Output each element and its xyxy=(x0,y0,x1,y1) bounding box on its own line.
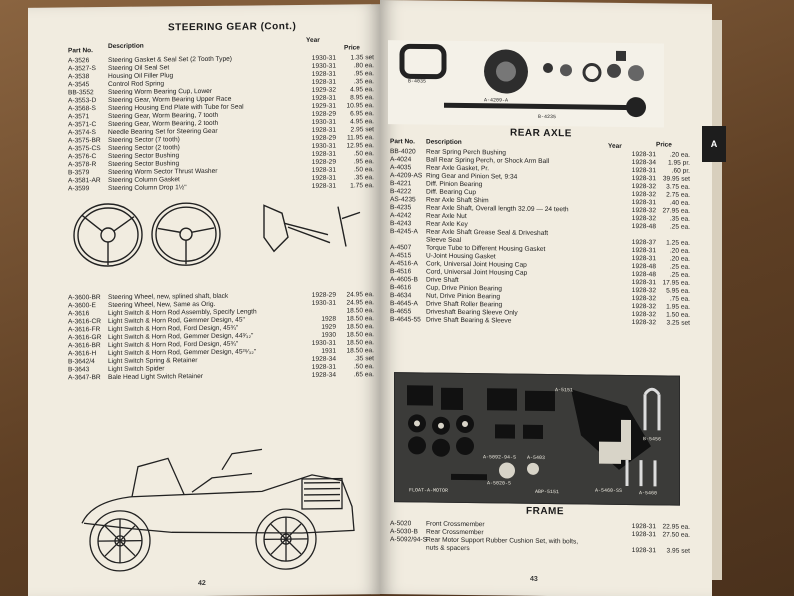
cell-year: 1928-31 xyxy=(631,167,656,175)
cell-desc: Drive Shaft xyxy=(426,276,459,284)
cell-desc: Light Switch Spring & Retainer xyxy=(108,357,198,366)
cell-desc: Diff. Pinion Bearing xyxy=(426,180,483,189)
caption-a5151: A-5151 xyxy=(555,387,574,394)
cell-year: 1928-31 xyxy=(631,523,656,531)
cell-part: A-3616-BR xyxy=(68,342,101,350)
cell-part: A-4516-A xyxy=(390,260,418,268)
cell-year: 1928-32 xyxy=(631,295,656,303)
cell-desc: Rear Axle Shaft Shim xyxy=(426,196,489,205)
header-price: Price xyxy=(344,44,360,52)
cell-desc: Steering Worm Bearing Cup, Lower xyxy=(108,87,212,97)
cell-price: .35 ea. xyxy=(353,78,374,86)
cell-part: A-3553-D xyxy=(68,97,97,105)
cell-price: .80 ea. xyxy=(353,62,374,70)
cell-year: 1928-32 xyxy=(631,311,656,319)
cell-year: 1928-31 xyxy=(311,166,336,174)
cell-year: 1928-31 xyxy=(311,182,336,190)
cell-desc: Light Switch & Horn Rod, Gemmer Design, 44³⁄₃₂" xyxy=(108,332,254,342)
cell-price: 12.95 ea. xyxy=(346,142,374,150)
cell-part: A-5092/94-S xyxy=(390,536,428,544)
cell-price: .20 ea. xyxy=(669,247,690,255)
cell-price: 11.95 ea. xyxy=(346,134,374,142)
cell-price: .40 ea. xyxy=(669,199,690,207)
cell-desc: Steering Sector (2 tooth) xyxy=(108,144,180,153)
cell-part: A-4515 xyxy=(390,252,412,260)
caption-a4209: A-4209-A xyxy=(484,97,509,104)
cell-year: 1928-31 xyxy=(631,151,656,159)
cell-year: 1930-31 xyxy=(311,54,336,62)
cell-part: A-3571-C xyxy=(68,121,97,129)
caption-b5456: B-5456 xyxy=(643,436,662,443)
cell-desc: Cord, Universal Joint Housing Cap xyxy=(426,268,528,277)
cell-price: 24.95 ea. xyxy=(346,291,374,299)
cell-year: 1928-29 xyxy=(311,158,336,166)
cell-year: 1928-32 xyxy=(631,319,656,327)
parts-table-steering xyxy=(68,54,374,193)
cell-year: 1928-34 xyxy=(311,355,336,363)
cell-part: B-4655 xyxy=(390,308,412,316)
header-price-r: Price xyxy=(656,141,672,149)
cell-year: 1928-32 xyxy=(631,303,656,311)
cell-part: A-3576-C xyxy=(68,153,97,161)
cell-part: B-4221 xyxy=(390,180,412,188)
cell-desc: Drive Shaft Bearing & Sleeve xyxy=(426,316,512,325)
cell-part: B-3642/4 xyxy=(68,358,95,366)
cell-part: A-4507 xyxy=(390,244,412,252)
page-edge xyxy=(712,20,722,580)
header-year-r: Year xyxy=(608,142,622,150)
cell-price: 4.95 ea. xyxy=(350,86,374,94)
cell-part: AS-4235 xyxy=(390,196,416,204)
cell-desc: Steering Sector Bushing xyxy=(108,152,180,161)
section-tab[interactable]: A xyxy=(702,126,726,162)
frame-parts-photo xyxy=(394,372,680,505)
cell-price: 18.50 ea. xyxy=(346,315,374,323)
cell-part: A-3616-FR xyxy=(68,326,101,334)
cell-year: 1928-31 xyxy=(631,547,656,555)
cell-part: A-5020 xyxy=(390,520,412,528)
cell-year: 1928-31 xyxy=(631,279,656,287)
header-year: Year xyxy=(306,36,320,44)
cell-part: A-3600-BR xyxy=(68,294,101,302)
cell-desc: Steering Column Gasket xyxy=(108,176,180,185)
cell-price: 18.50 ea. xyxy=(346,331,374,339)
cell-price: 1.35 set xyxy=(350,54,374,62)
cell-desc: Driveshaft Bearing Sleeve Only xyxy=(426,308,518,317)
cell-desc: Rear Axle Shaft, Overall length 32.09 — 24 teeth xyxy=(426,204,569,214)
cell-year: 1928-32 xyxy=(631,215,656,223)
cell-price: 2.95 set xyxy=(350,126,374,134)
cell-desc: Housing Oil Filler Plug xyxy=(108,72,174,81)
cell-year: 1928-31 xyxy=(631,255,656,263)
cell-part: A-3616-H xyxy=(68,350,97,358)
cell-desc: Drive Shaft Roller Bearing xyxy=(426,300,503,309)
cell-price: 3.95 set xyxy=(666,547,690,555)
page-number-left: 42 xyxy=(198,579,206,588)
cell-desc: Rear Axle Gasket, Pr. xyxy=(426,164,490,173)
cell-price: .95 ea. xyxy=(353,70,374,78)
cell-year: 1930-31 xyxy=(311,339,336,347)
cell-year: 1928-29 xyxy=(311,110,336,118)
cell-year: 1928-31 xyxy=(311,94,336,102)
cell-year: 1928-31 xyxy=(631,247,656,255)
cell-part: B-3643 xyxy=(68,366,90,374)
cell-part: A-3571 xyxy=(68,113,90,121)
cell-desc: Light Switch & Horn Rod, Gemmer Design, 45" xyxy=(108,316,245,326)
cell-year: 1928-31 xyxy=(311,78,336,86)
cell-desc: Steering Gasket & Seal Set (2 Tooth Type) xyxy=(108,55,233,65)
caption-a5403: A-5403 xyxy=(527,454,546,461)
section-title-frame: FRAME xyxy=(526,505,565,518)
cell-part: B-4634 xyxy=(390,292,412,300)
cell-desc: Ball Rear Spring Perch, or Shock Arm Ball xyxy=(426,156,550,166)
caption-b4035: B-4035 xyxy=(408,78,427,85)
cell-price: 2.75 ea. xyxy=(666,191,690,199)
cell-price: .75 ea. xyxy=(669,295,690,303)
cell-part: B-4222 xyxy=(390,188,412,196)
cell-year: 1928-31 xyxy=(311,150,336,158)
catalog-page-left xyxy=(28,4,380,596)
cell-price: 10.95 ea. xyxy=(346,102,374,110)
cell-part: A-3647-BR xyxy=(68,374,101,382)
caption-b4235: B-4235 xyxy=(538,113,557,121)
cell-desc: Rear Axle Shaft Grease Seal & Driveshaft xyxy=(426,228,549,238)
cell-price: 1.75 ea. xyxy=(350,182,374,190)
cell-price: .20 ea. xyxy=(669,151,690,159)
cell-part: A-3578-R xyxy=(68,161,97,169)
cell-price: .50 ea. xyxy=(353,363,374,371)
cell-part: A-4242 xyxy=(390,212,412,220)
parts-table-frame xyxy=(390,520,690,556)
cell-price: .20 ea. xyxy=(669,255,690,263)
cell-year: 1931 xyxy=(321,347,336,355)
cell-part: A-4209-AS xyxy=(390,172,423,180)
header-part-r: Part No. xyxy=(390,138,415,146)
catalog-page-right xyxy=(380,0,712,596)
caption-float-a-motor: FLOAT-A-MOTOR xyxy=(409,487,449,494)
cell-year: 1928-48 xyxy=(631,271,656,279)
cell-year: 1928-29 xyxy=(311,134,336,142)
cell-desc: Light Switch Spider xyxy=(108,365,165,374)
cell-year: 1928-37 xyxy=(631,239,656,247)
cell-part: BB-4020 xyxy=(390,148,416,156)
cell-price: 18.50 ea. xyxy=(346,323,374,331)
cell-desc: Front Crossmember xyxy=(426,520,485,529)
cell-price: .60 pr. xyxy=(671,167,690,175)
cell-part: A-3575-BR xyxy=(68,137,101,145)
cell-year: 1928-32 xyxy=(631,191,656,199)
cell-desc: Torque Tube to Different Housing Gasket xyxy=(426,244,546,253)
cell-desc: Cork, Universal Joint Housing Cap xyxy=(426,260,527,269)
cell-desc: Ring Gear and Pinion Set, 9:34 xyxy=(426,172,518,181)
cell-year: 1929 xyxy=(321,323,336,331)
cell-part: A-3616 xyxy=(68,310,90,318)
cell-price: 17.95 ea. xyxy=(662,279,690,287)
cell-desc: Light Switch & Horn Rod Assembly, Specify Length xyxy=(108,308,257,318)
cell-desc: Steering Sector Bushing xyxy=(108,160,180,169)
section-title-steering: STEERING GEAR (Cont.) xyxy=(168,21,297,34)
cell-part: A-4024 xyxy=(390,156,412,164)
cell-year: 1928-34 xyxy=(631,159,656,167)
cell-price: 5.95 ea. xyxy=(666,287,690,295)
cell-year: 1929-32 xyxy=(311,86,336,94)
cell-desc: Rear Axle Key xyxy=(426,220,468,229)
cell-year: 1930-31 xyxy=(311,118,336,126)
cell-price: 22.95 ea. xyxy=(662,523,690,531)
cell-part: A-3581-AR xyxy=(68,177,101,185)
cell-desc: Steering Worm Sector Thrust Washer xyxy=(108,167,218,177)
cell-desc: Steering Housing End Plate with Tube for Seal xyxy=(108,103,244,113)
page-number-right: 43 xyxy=(530,575,538,583)
cell-year: 1930-31 xyxy=(311,62,336,70)
cell-year: 1928-31 xyxy=(311,70,336,78)
cell-price: 8.95 ea. xyxy=(350,94,374,102)
cell-price: .50 ea. xyxy=(353,150,374,158)
cell-price: 39.95 set xyxy=(662,175,690,183)
roadster-car-illustration xyxy=(72,434,368,577)
cell-price: .25 ea. xyxy=(669,223,690,231)
rear-axle-parts-photo xyxy=(388,40,664,127)
cell-desc: Control Rod Spring xyxy=(108,80,165,89)
cell-price: 1.25 ea. xyxy=(666,239,690,247)
cell-part: A-3599 xyxy=(68,185,90,193)
cell-desc: Light Switch & Horn Rod, Gemmer Design, 45²⁵⁄₃₂" xyxy=(108,348,257,358)
header-part: Part No. xyxy=(68,47,93,55)
cell-year: 1928-31 xyxy=(311,126,336,134)
cell-price: 1.50 ea. xyxy=(666,311,690,319)
header-desc-r: Description xyxy=(426,138,462,146)
header-desc: Description xyxy=(108,42,144,51)
cell-part: B-4245-A xyxy=(390,228,418,236)
cell-part: BB-3552 xyxy=(68,89,94,97)
parts-table-wheel-switch xyxy=(68,291,374,382)
cell-desc: Needle Bearing Set for Steering Gear xyxy=(108,127,218,137)
cell-desc: Rear Axle Nut xyxy=(426,212,467,221)
cell-year: 1930-31 xyxy=(311,299,336,307)
cell-price: 3.25 set xyxy=(666,319,690,327)
cell-year: 1930 xyxy=(321,331,336,339)
cell-price: 27.95 ea. xyxy=(662,207,690,215)
cell-price: 3.75 ea. xyxy=(666,183,690,191)
cell-desc: Steering Gear, Worm Bearing, 7 tooth xyxy=(108,111,219,121)
cell-desc: U-Joint Housing Gasket xyxy=(426,252,496,261)
cell-year: 1928-32 xyxy=(631,183,656,191)
cell-part: B-4645-A xyxy=(390,300,418,308)
cell-price: .35 ea. xyxy=(669,215,690,223)
parts-table-rear-axle xyxy=(390,148,690,328)
cell-part: A-3574-S xyxy=(68,129,96,137)
cell-part: B-4645-55 xyxy=(390,316,421,324)
cell-year: 1928-31 xyxy=(311,174,336,182)
cell-part: A-3526 xyxy=(68,57,90,65)
caption-a5092: A-5092-94-S xyxy=(483,454,517,461)
section-title-rear-axle: REAR AXLE xyxy=(510,127,572,140)
cell-year: 1928-31 xyxy=(631,531,656,539)
cell-year: 1928-48 xyxy=(631,263,656,271)
cell-price: 1.95 pr. xyxy=(668,159,690,167)
cell-part: A-5030-B xyxy=(390,528,418,536)
cell-year: 1928-34 xyxy=(311,371,336,379)
cell-price: .50 ea. xyxy=(353,166,374,174)
cell-desc: nuts & spacers xyxy=(426,544,470,553)
cell-price: .35 set xyxy=(354,355,374,363)
cell-desc: Rear Motor Support Rubber Cushion Set, with bolts, xyxy=(426,536,579,546)
cell-price: .25 ea. xyxy=(669,263,690,271)
cell-desc: Bale Head Light Switch Retainer xyxy=(108,373,203,382)
cell-desc: Rear Spring Perch Bushing xyxy=(426,148,506,157)
cell-part: A-3545 xyxy=(68,81,90,89)
cell-year: 1928-48 xyxy=(631,223,656,231)
cell-price: 1.95 ea. xyxy=(666,303,690,311)
cell-part: A-3568-S xyxy=(68,105,96,113)
caption-a5460: A-5460 xyxy=(639,490,658,497)
cell-price: .25 ea. xyxy=(669,271,690,279)
cell-part: B-4516 xyxy=(390,268,412,276)
cell-price: 18.50 ea. xyxy=(346,347,374,355)
cell-part: B-3579 xyxy=(68,169,90,177)
cell-part: A-3538 xyxy=(68,73,90,81)
steering-wheel-illustrations xyxy=(68,192,378,281)
cell-price: 24.95 ea. xyxy=(346,299,374,307)
cell-desc: Diff. Bearing Cup xyxy=(426,188,477,197)
cell-part: A-3575-CS xyxy=(68,145,101,153)
cell-price: 18.50 ea. xyxy=(346,339,374,347)
cell-year: 1929-31 xyxy=(311,102,336,110)
cell-price: 18.50 ea. xyxy=(346,307,374,315)
cell-desc: Light Switch & Horn Rod, Ford Design, 45¾" xyxy=(108,324,239,334)
cell-part: A-4605-B xyxy=(390,276,418,284)
cell-part: B-4243 xyxy=(390,220,412,228)
cell-desc: Steering Column Drop 1½" xyxy=(108,184,187,193)
cell-year: 1928-32 xyxy=(631,207,656,215)
cell-part: A-3600-E xyxy=(68,302,96,310)
cell-year: 1928-31 xyxy=(631,175,656,183)
cell-price: 6.95 ea. xyxy=(350,110,374,118)
cell-desc: Cup, Drive Pinion Bearing xyxy=(426,284,502,293)
cell-part: A-4035 xyxy=(390,164,412,172)
cell-desc: Steering Gear, Worm Bearing Upper Race xyxy=(108,95,232,105)
cell-desc: Light Switch & Horn Rod, Ford Design, 45¾" xyxy=(108,340,239,350)
cell-desc: Rear Crossmember xyxy=(426,528,484,537)
cell-year: 1928-31 xyxy=(631,199,656,207)
caption-abp5151: ABP-5151 xyxy=(535,488,560,496)
cell-price: .95 ea. xyxy=(353,158,374,166)
cell-year: 1928 xyxy=(321,315,336,323)
cell-price: 4.95 ea. xyxy=(350,118,374,126)
cell-price: 27.50 ea. xyxy=(662,531,690,539)
cell-desc: Steering Oil Seal Set xyxy=(108,64,170,73)
cell-desc: Steering Wheel, New, Same as Orig. xyxy=(108,300,216,310)
cell-year: 1930-31 xyxy=(311,142,336,150)
cell-part: B-4235 xyxy=(390,204,412,212)
cell-desc: Steering Sector (7 tooth) xyxy=(108,136,180,145)
cell-desc: Sleeve Seal xyxy=(426,236,462,244)
cell-desc: Nut, Drive Pinion Bearing xyxy=(426,292,501,301)
cell-price: .65 ea. xyxy=(353,371,374,379)
cell-year: 1928-32 xyxy=(631,287,656,295)
cell-part: B-4616 xyxy=(390,284,412,292)
caption-a5020: A-5020-5 xyxy=(487,480,512,487)
caption-a5460ss: A-5460-SS xyxy=(595,487,623,494)
cell-desc: Steering Gear, Worm Bearing, 2 tooth xyxy=(108,119,219,129)
cell-part: A-3616-GR xyxy=(68,334,102,342)
cell-year: 1928-31 xyxy=(311,363,336,371)
cell-part: A-3616-CR xyxy=(68,318,101,326)
cell-price: .35 ea. xyxy=(353,174,374,182)
cell-desc: Steering Wheel, new, splined shaft, black xyxy=(108,292,229,302)
cell-part: A-3527-S xyxy=(68,65,96,73)
cell-year: 1928-29 xyxy=(311,291,336,299)
